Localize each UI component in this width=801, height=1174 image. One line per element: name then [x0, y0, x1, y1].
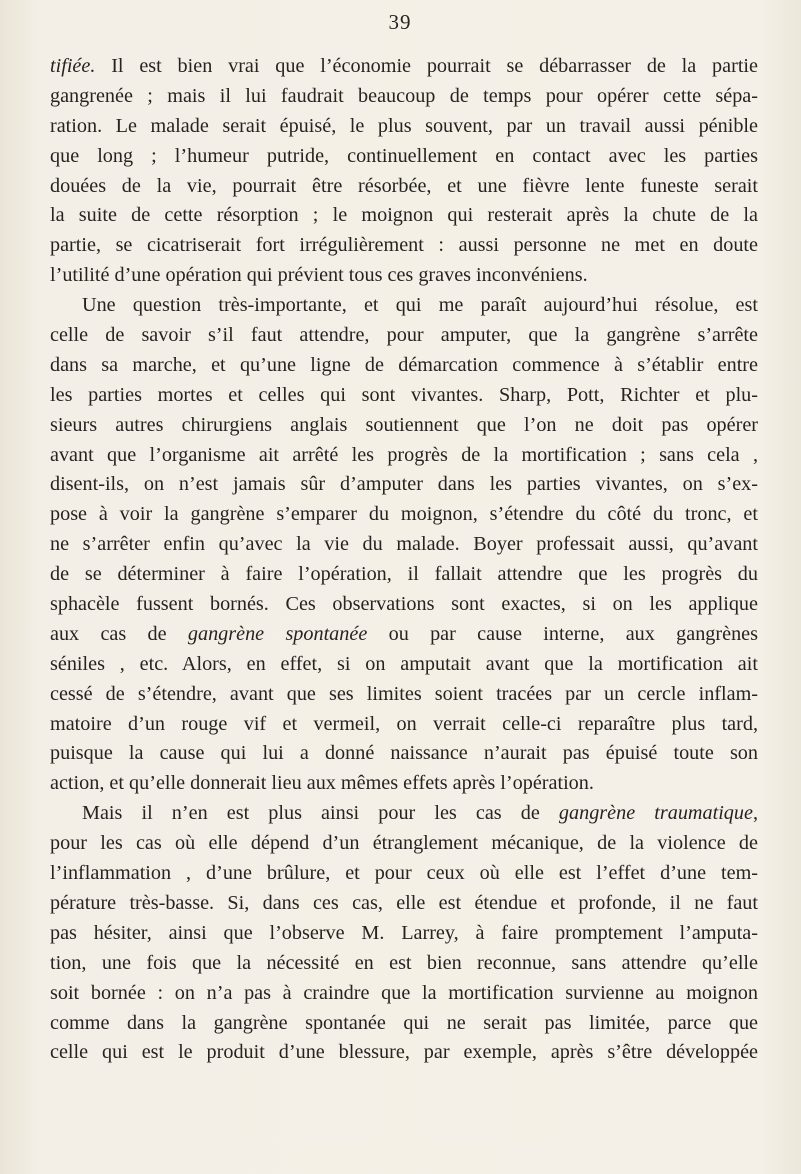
text-line — [50, 112, 758, 142]
text-run: sieurs autres chirurgiens anglais soutiennent que l’on ne doit pas opérer — [50, 413, 758, 436]
italic-text: gangrène traumatique — [558, 802, 753, 825]
text-line — [50, 172, 758, 202]
text-run: douées de la vie, pourrait être résorbée, et une fièvre lente funeste serait — [50, 174, 758, 197]
text-line — [50, 351, 758, 381]
text-run: dans sa marche, et qu’une ligne de démarcation commence à s’établir entre — [50, 353, 758, 376]
text-line — [50, 620, 758, 650]
text-run: cessé de s’étendre, avant que ses limites soient tracées par un cercle inflam- — [50, 682, 758, 705]
text-line — [50, 381, 758, 411]
text-run: l’inflammation , d’une brûlure, et pour ceux où elle est l’effet d’une tem- — [50, 862, 758, 885]
text-run: Il est bien vrai que l’économie pourrait se débarrasser de la partie — [95, 55, 758, 77]
text-run: celle de savoir s’il faut attendre, pour amputer, que la gangrène s’arrête — [50, 324, 758, 347]
text-run: sphacèle fussent bornés. Ces observations sont exactes, si on les applique — [50, 593, 758, 616]
text-line — [50, 1009, 758, 1039]
text-run: pour les cas où elle dépend d’un étranglement mécanique, de la violence de — [50, 832, 758, 855]
text-line — [50, 979, 758, 1009]
text-run: puisque la cause qui lui a donné naissance n’aurait pas épuisé toute son — [50, 742, 758, 765]
text-line — [50, 530, 758, 560]
text-line — [50, 291, 758, 321]
italic-text: tifiée. — [50, 55, 96, 77]
text-line — [50, 411, 758, 441]
text-run: les parties mortes et celles qui sont vivantes. Sharp, Pott, Richter et plu- — [50, 383, 758, 406]
text-run: avant que l’organisme ait arrêté les progrès de la mortification ; sans cela , — [50, 443, 758, 466]
text-line — [50, 889, 758, 919]
text-line — [50, 52, 758, 82]
text-line — [50, 500, 758, 530]
text-run: tion, une fois que la nécessité en est bien reconnue, sans attendre qu’elle — [50, 951, 758, 974]
text-run: celle qui est le produit d’une blessure, par exemple, après s’être développée — [50, 1041, 758, 1064]
text-run: ou par cause interne, aux gangrènes — [367, 622, 758, 645]
text-run: gangrenée ; mais il lui faudrait beaucoup de temps pour opérer cette sépa- — [50, 84, 758, 107]
text-line — [50, 919, 758, 949]
text-run: de se déterminer à faire l’opération, il fallait attendre que les progrès du — [50, 563, 758, 586]
text-run: ne s’arrêter enfin qu’avec la vie du malade. Boyer professait aussi, qu’avant — [50, 533, 758, 556]
italic-text: gangrène spontanée — [187, 622, 368, 645]
text-line — [50, 1038, 758, 1068]
text-line — [50, 231, 758, 261]
text-run: la suite de cette résorption ; le moignon qui resterait après la chute de la — [50, 204, 758, 227]
body-text — [50, 52, 758, 1068]
text-run: l’utilité d’une opération qui prévient tous ces graves inconvéniens. — [50, 264, 588, 287]
text-line — [50, 799, 758, 829]
text-run: ration. Le malade serait épuisé, le plus souvent, par un travail aussi pénible — [50, 114, 758, 137]
text-run: soit bornée : on n’a pas à craindre que la mortification survienne au moignon — [50, 981, 758, 1004]
text-line — [50, 82, 758, 112]
text-line — [50, 949, 758, 979]
text-run: , — [752, 802, 758, 825]
text-line — [50, 470, 758, 500]
text-line — [50, 829, 758, 859]
text-run: aux cas de — [50, 622, 188, 645]
text-run: Mais il n’en est plus ainsi pour les cas de — [82, 802, 559, 825]
text-line — [50, 739, 758, 769]
text-run: partie, se cicatriserait fort irrégulièrement : aussi personne ne met en doute — [50, 234, 758, 257]
text-run: Une question très-importante, et qui me paraît aujourd’hui résolue, est — [82, 294, 758, 317]
text-run: pas hésiter, ainsi que l’observe M. Larrey, à faire promptement l’amputa- — [50, 921, 758, 944]
text-run: action, et qu’elle donnerait lieu aux mêmes effets après l’opération. — [50, 772, 594, 795]
text-line — [50, 560, 758, 590]
page-number: 39 — [388, 10, 412, 34]
text-line — [50, 680, 758, 710]
text-line — [50, 142, 758, 172]
text-run: séniles , etc. Alors, en effet, si on amputait avant que la mortification ait — [50, 652, 758, 675]
text-run: que long ; l’humeur putride, continuellement en contact avec les parties — [50, 144, 758, 167]
text-line — [50, 201, 758, 231]
text-line — [50, 321, 758, 351]
text-line — [50, 590, 758, 620]
text-run: pose à voir la gangrène s’emparer du moignon, s’étendre du côté du tronc, et — [50, 503, 758, 526]
text-line — [50, 441, 758, 471]
text-line — [50, 859, 758, 889]
text-line — [50, 769, 758, 799]
text-run: matoire d’un rouge vif et vermeil, on verrait celle-ci reparaître plus tard, — [50, 712, 758, 735]
text-line — [50, 710, 758, 740]
text-line — [50, 650, 758, 680]
text-run: comme dans la gangrène spontanée qui ne serait pas limitée, parce que — [50, 1011, 758, 1034]
text-run: pérature très-basse. Si, dans ces cas, elle est étendue et profonde, il ne faut — [50, 891, 758, 914]
text-line — [50, 261, 758, 291]
text-run: disent-ils, on n’est jamais sûr d’amputer dans les parties vivantes, on s’ex- — [50, 473, 758, 496]
